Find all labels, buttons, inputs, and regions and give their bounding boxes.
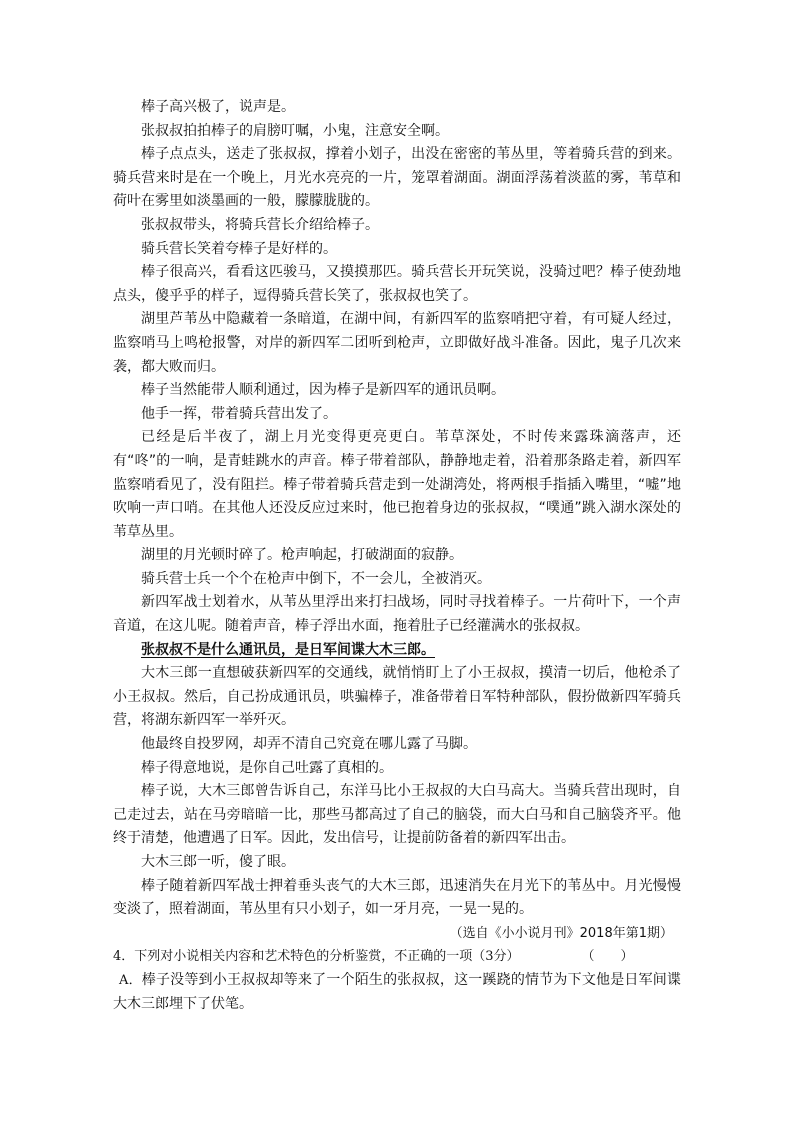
source-citation: （选自《小小说月刊》2018年第1期）: [449, 925, 673, 941]
story-paragraph: 张叔叔拍拍棒子的肩膀叮嘱，小鬼，注意安全啊。: [141, 122, 449, 139]
story-paragraph: 棒子点点头，送走了张叔叔，撑着小划子，出没在密密的苇丛里，等着骑兵营的到来。骑兵营来时是在一个晚上，月光水亮亮的一片，笼罩着湖面。湖面浮荡着淡蓝的雾，苇草和荷叶在雾里如淡墨画的一般，朦朦胧胧的。: [113, 146, 681, 210]
story-paragraph: 骑兵营长笑着夸棒子是好样的。: [141, 240, 337, 257]
story-paragraph: 大木三郎一听，傻了眼。: [141, 854, 295, 870]
story-paragraph: 棒子得意地说，是你自己吐露了真相的。: [141, 759, 393, 776]
option-a: [113, 969, 681, 1016]
question-4: [113, 945, 681, 969]
story-paragraph: 他最终自投罗网，却弄不清自己究竟在哪儿露了马脚。: [141, 736, 477, 753]
story-paragraph-emphasis: 张叔叔不是什么通讯员，是日军间谍大木三郎。: [141, 641, 435, 658]
story-paragraph: 他手一挥，带着骑兵营出发了。: [141, 405, 337, 422]
story-paragraph: 棒子当然能带人顺利通过，因为棒子是新四军的通讯员啊。: [141, 382, 505, 399]
option-a-text: 棒子没等到小王叔叔却等来了一个陌生的张叔叔，这一蹊跷的情节为下文他是日军间谍大木三郎埋下了伏笔。: [113, 971, 681, 1012]
question-text: 4．下列对小说相关内容和艺术特色的分析鉴赏，不正确的一项（3分）: [113, 949, 520, 965]
story-paragraph: 新四军战士划着水，从苇丛里浮出来打扫战场，同时寻找着棒子。一片荷叶下，一个声音道，在这儿呢。随着声音，棒子浮出水面，拖着肚子已经灌满水的张叔叔。: [113, 594, 681, 635]
answer-blank: （ ）: [581, 949, 634, 965]
story-paragraph: 已经是后半夜了，湖上月光变得更亮更白。苇草深处，不时传来露珠滴落声，还有“咚”的一响，是青蛙跳水的声音。棒子带着部队，静静地走着，沿着那条路走着，新四军监察哨看见了，没有阻拦。棒子带着骑兵营走到一处湖湾处，将两根手指插入嘴里，“嘘”地吹响一声口哨。在其他人还没反应过来时，他已抱着身边的张叔叔，“噗通”跳入湖水深处的苇草丛里。: [113, 429, 681, 540]
story-paragraph: 棒子说，大木三郎曾告诉自己，东洋马比小王叔叔的大白马高大。当骑兵营出现时，自己走过去，站在马旁暗暗一比，那些马都高过了自己的脑袋，而大白马和自己脑袋齐平。他终于清楚，他遭遇了日军。因此，发出信号，让提前防备着的新四军出击。: [113, 783, 681, 847]
document-page: [113, 96, 681, 1016]
story-paragraph: 大木三郎一直想破获新四军的交通线，就悄悄盯上了小王叔叔，摸清一切后，他枪杀了小王叔叔。然后，自己扮成通讯员，哄骗棒子，准备带着日军特种部队，假扮做新四军骑兵营，将湖东新四军一举歼灭。: [113, 665, 681, 729]
story-paragraph: 棒子很高兴，看看这匹骏马，又摸摸那匹。骑兵营长开玩笑说，没骑过吧？棒子使劲地点头，傻乎乎的样子，逗得骑兵营长笑了，张叔叔也笑了。: [113, 264, 681, 304]
story-paragraph: 湖里的月光顿时碎了。枪声响起，打破湖面的寂静。: [141, 547, 463, 564]
story-paragraph: 张叔叔带头，将骑兵营长介绍给棒子。: [141, 216, 379, 233]
story-paragraph: 湖里芦苇丛中隐藏着一条暗道，在湖中间，有新四军的监察哨把守着，有可疑人经过，监察哨马上鸣枪报警，对岸的新四军二团听到枪声，立即做好战斗准备。因此，鬼子几次来袭，都大败而归。: [113, 311, 681, 375]
story-paragraph: 骑兵营士兵一个个在枪声中倒下，不一会儿，全被消灭。: [141, 570, 491, 587]
story-paragraph: 棒子随着新四军战士押着垂头丧气的大木三郎，迅速消失在月光下的苇丛中。月光慢慢变淡了，照着湖面，苇丛里有只小划子，如一牙月亮，一晃一晃的。: [113, 877, 681, 918]
story-paragraph: 棒子高兴极了，说声是。: [141, 99, 295, 115]
option-a-letter: A．: [119, 972, 142, 988]
